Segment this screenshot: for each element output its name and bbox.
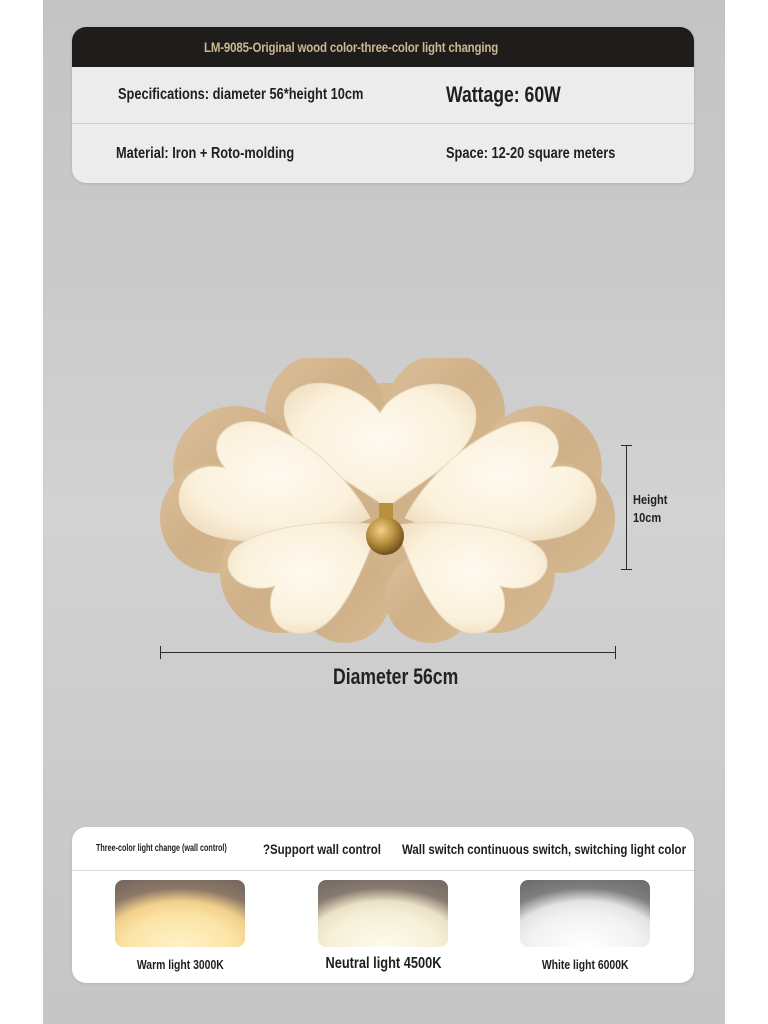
product-title: LM-9085-Original wood color-three-color light changing	[203, 39, 498, 55]
neutral-light-label: Neutral light 4500K	[325, 955, 441, 972]
height-label-line1: Height	[633, 492, 668, 507]
spec-row-1	[72, 67, 694, 124]
white-light-label-wrap	[495, 954, 675, 974]
warm-light-swatch	[115, 880, 245, 947]
warm-light-label: Warm light 3000K	[136, 956, 224, 972]
spec-wattage: Wattage: 60W	[446, 82, 561, 107]
light-color-card	[72, 827, 694, 983]
diameter-dimension-label	[333, 664, 490, 690]
warm-light-label-wrap	[90, 954, 270, 974]
height-dimension-label	[633, 491, 693, 527]
spec-card	[72, 27, 694, 183]
wall-switch-description: Wall switch continuous switch, switching light color	[402, 840, 687, 857]
neutral-light-label-wrap	[293, 954, 473, 974]
wall-control-support: ?Support wall control	[263, 840, 381, 857]
spec-row-2	[72, 124, 694, 183]
white-light-label: White light 6000K	[541, 956, 629, 972]
height-dimension-line	[626, 445, 627, 570]
light-change-heading: Three-color light change (wall control)	[96, 843, 227, 854]
light-card-header	[72, 827, 694, 871]
spec-specifications: Specifications: diameter 56*height 10cm	[118, 86, 364, 103]
spec-material: Material: Iron + Roto-molding	[116, 144, 295, 162]
neutral-light-swatch	[318, 880, 448, 947]
spec-space: Space: 12-20 square meters	[446, 144, 616, 162]
white-light-swatch	[520, 880, 650, 947]
diameter-dimension-line	[160, 652, 616, 653]
height-label-line2: 10cm	[633, 510, 662, 525]
diameter-label: Diameter 56cm	[333, 664, 459, 689]
lamp-image	[155, 358, 620, 643]
spec-header	[72, 27, 694, 67]
